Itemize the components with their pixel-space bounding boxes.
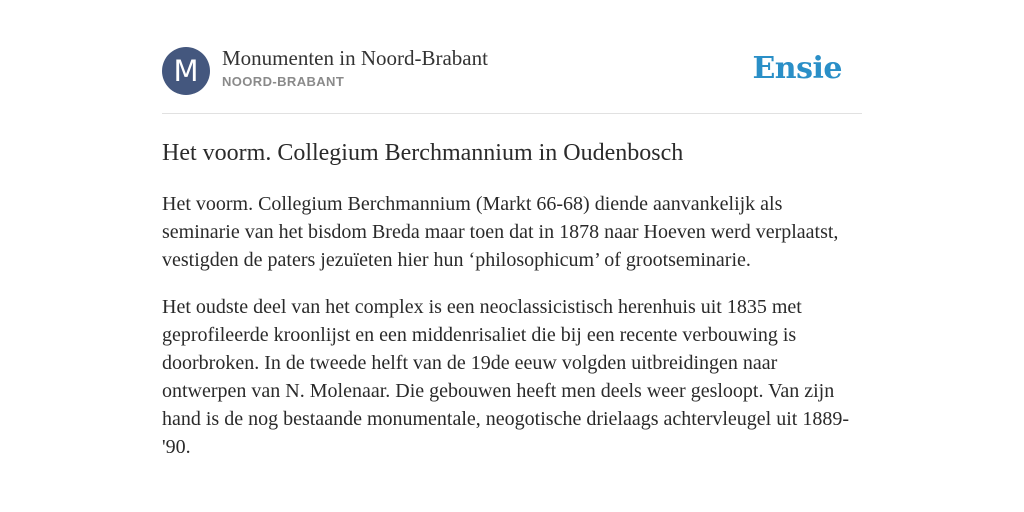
- source-subtitle: NOORD-BRABANT: [222, 74, 345, 89]
- source-avatar[interactable]: M: [162, 47, 210, 95]
- article-body: [162, 190, 862, 480]
- article-card: [162, 0, 862, 458]
- article-paragraph: Het oudste deel van het complex is een neoclassicistisch herenhuis uit 1835 met geprofileerde kroonlijst en een middenrisaliet die bij een recente verbouwing is doorbroken. In de tweede helft van de 19de eeuw volgden uitbreidingen naar ontwerpen van N. Molenaar. Die gebouwen heeft men deels weer gesloopt. Van zijn hand is de nog bestaande monumentale, neogotische drielaags achtervleugel uit 1889-'90.: [162, 296, 850, 458]
- ensie-logo[interactable]: Ensie: [752, 51, 842, 86]
- article-title: Het voorm. Collegium Berchmannium in Oudenbosch: [162, 140, 684, 166]
- source-header: [162, 0, 862, 114]
- article-paragraph: Het voorm. Collegium Berchmannium (Markt 66-68) diende aanvankelijk als seminarie van het bisdom Breda maar toen dat in 1878 naar Hoeven werd verplaatst, vestigden de paters jezuïeten hier hun ‘philosophicum’ of grootseminarie.: [162, 193, 839, 271]
- source-title[interactable]: Monumenten in Noord-Brabant: [222, 46, 488, 70]
